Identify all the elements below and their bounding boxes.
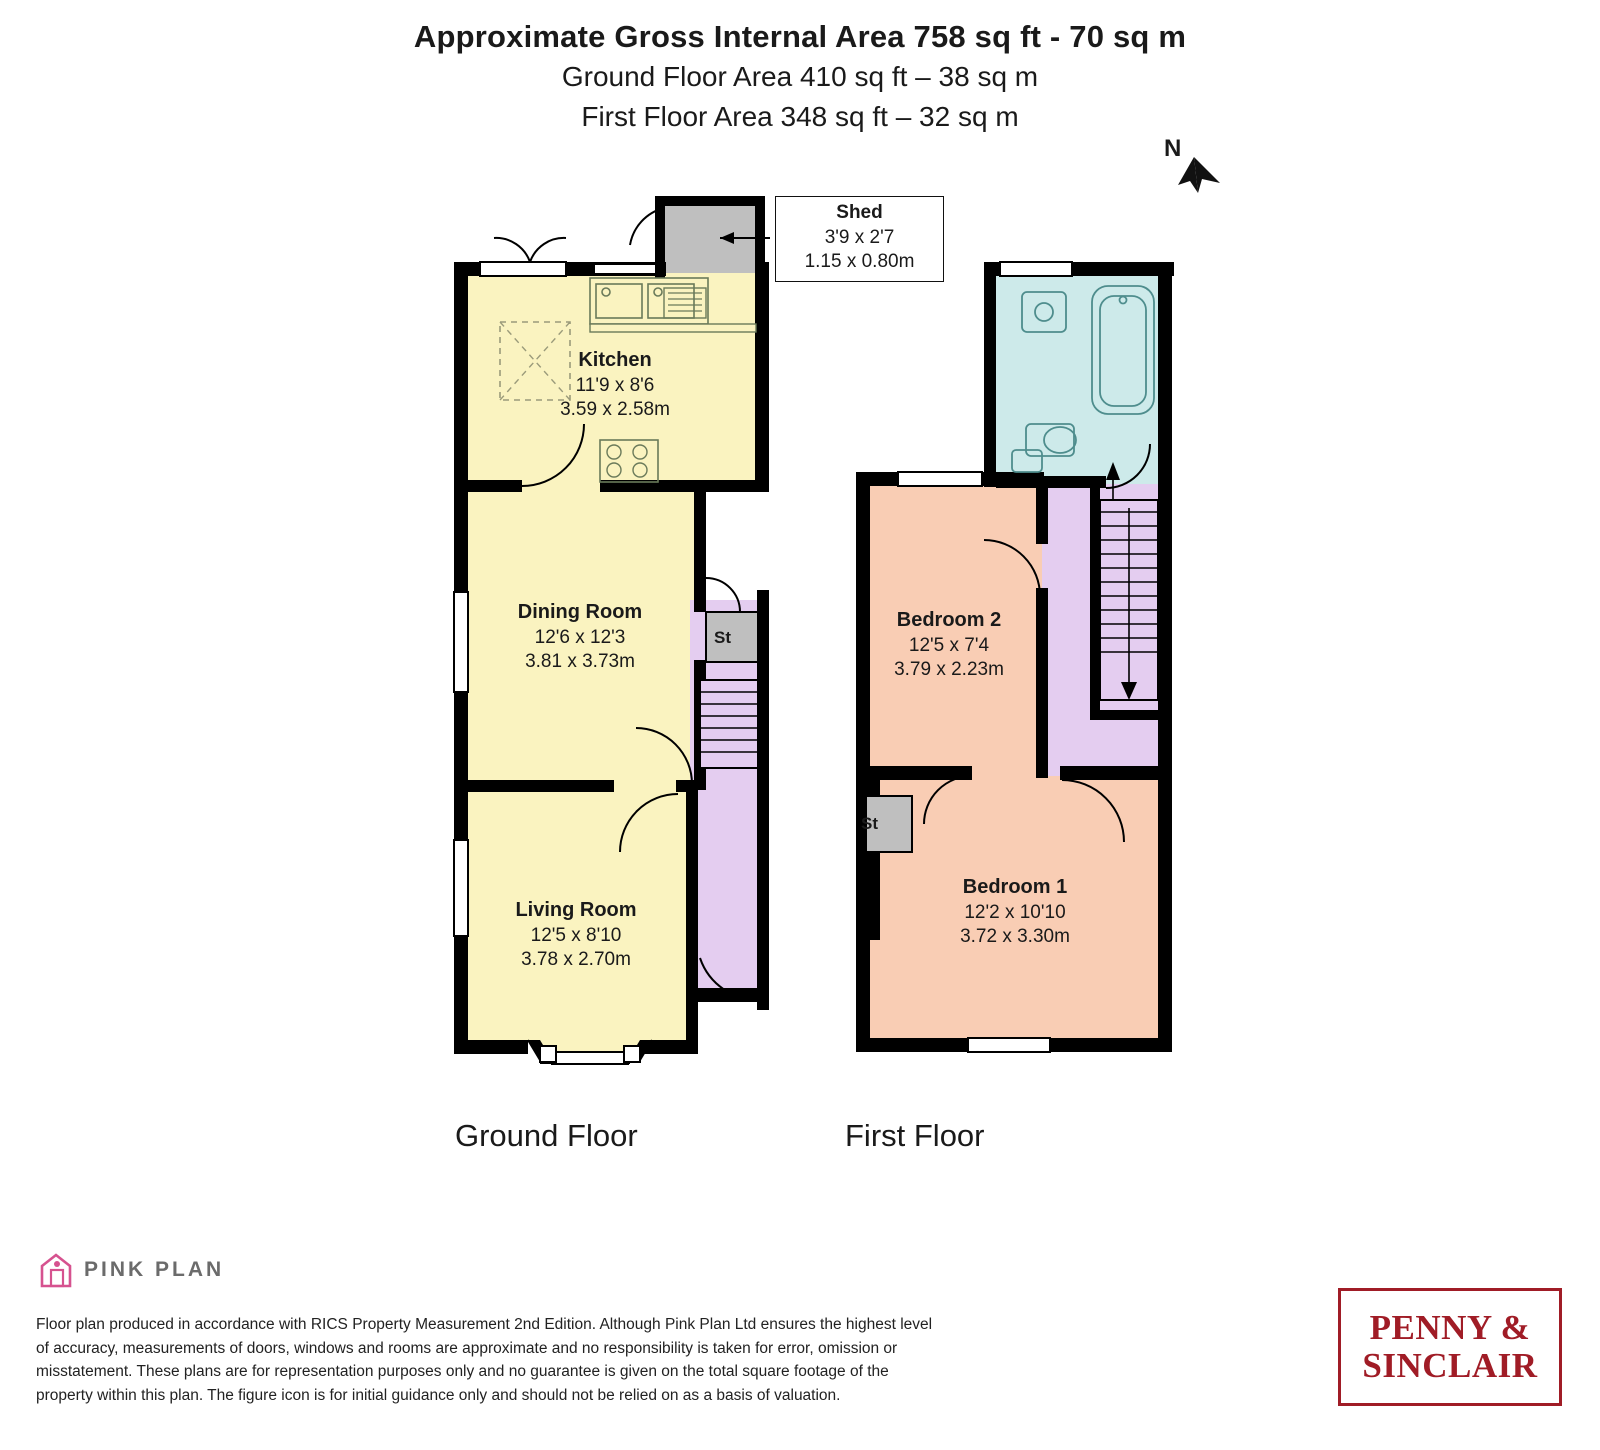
room-label-bedroom-2: Bedroom 2 12'5 x 7'4 3.79 x 2.23m	[894, 609, 1004, 680]
shed-dim-m: 1.15 x 0.80m	[804, 251, 915, 273]
agent-logo-line2: SINCLAIR	[1362, 1346, 1538, 1385]
first-floor-area-text: First Floor Area 348 sq ft – 32 sq m	[581, 101, 1019, 133]
pink-plan-brand	[38, 1250, 224, 1290]
pink-plan-house-icon	[38, 1250, 74, 1290]
st-first-label: St	[861, 814, 878, 833]
disclaimer-text: Floor plan produced in accordance with RICS Property Measurement 2nd Edition. Although Pink Plan Ltd ensures the highest level of accuracy, measurements of doors, windows and rooms are approximate and no responsibility is taken for error, omission or misstatement. These plans are for representation purposes only and no guarantee is given on the total square footage of the property within this plan. The figure icon is for initial guidance only and should not be relied on as a basis of valuation.	[36, 1316, 933, 1404]
shed-name: Shed	[836, 202, 883, 223]
shed-callout	[775, 196, 944, 282]
ground-floor-area-text: Ground Floor Area 410 sq ft – 38 sq m	[561, 60, 1039, 92]
ground-stairs	[700, 680, 758, 768]
agent-logo-line1: PENNY &	[1369, 1308, 1531, 1348]
first-floor-caption: First Floor	[845, 1118, 985, 1153]
compass-north-label: N	[1164, 135, 1182, 162]
room-label-dining-room: Dining Room 12'6 x 12'3 3.81 x 3.73m	[517, 601, 643, 672]
agent-logo	[1338, 1288, 1562, 1406]
page-title: Approximate Gross Internal Area 758 sq ft - 70 sq m	[413, 19, 1187, 54]
st-ground-label: St	[714, 628, 731, 647]
room-label-bedroom-1: Bedroom 1 12'2 x 10'10 3.72 x 3.30m	[960, 876, 1070, 947]
room-label-kitchen: Kitchen 11'9 x 8'6 3.59 x 2.58m	[560, 349, 670, 420]
room-label-living-room: Living Room 12'5 x 8'10 3.78 x 2.70m	[515, 899, 637, 970]
shed-dim-ft: 3'9 x 2'7	[824, 226, 895, 248]
ground-floor-caption: Ground Floor	[455, 1118, 638, 1153]
pink-plan-label: PINK PLAN	[84, 1258, 225, 1281]
